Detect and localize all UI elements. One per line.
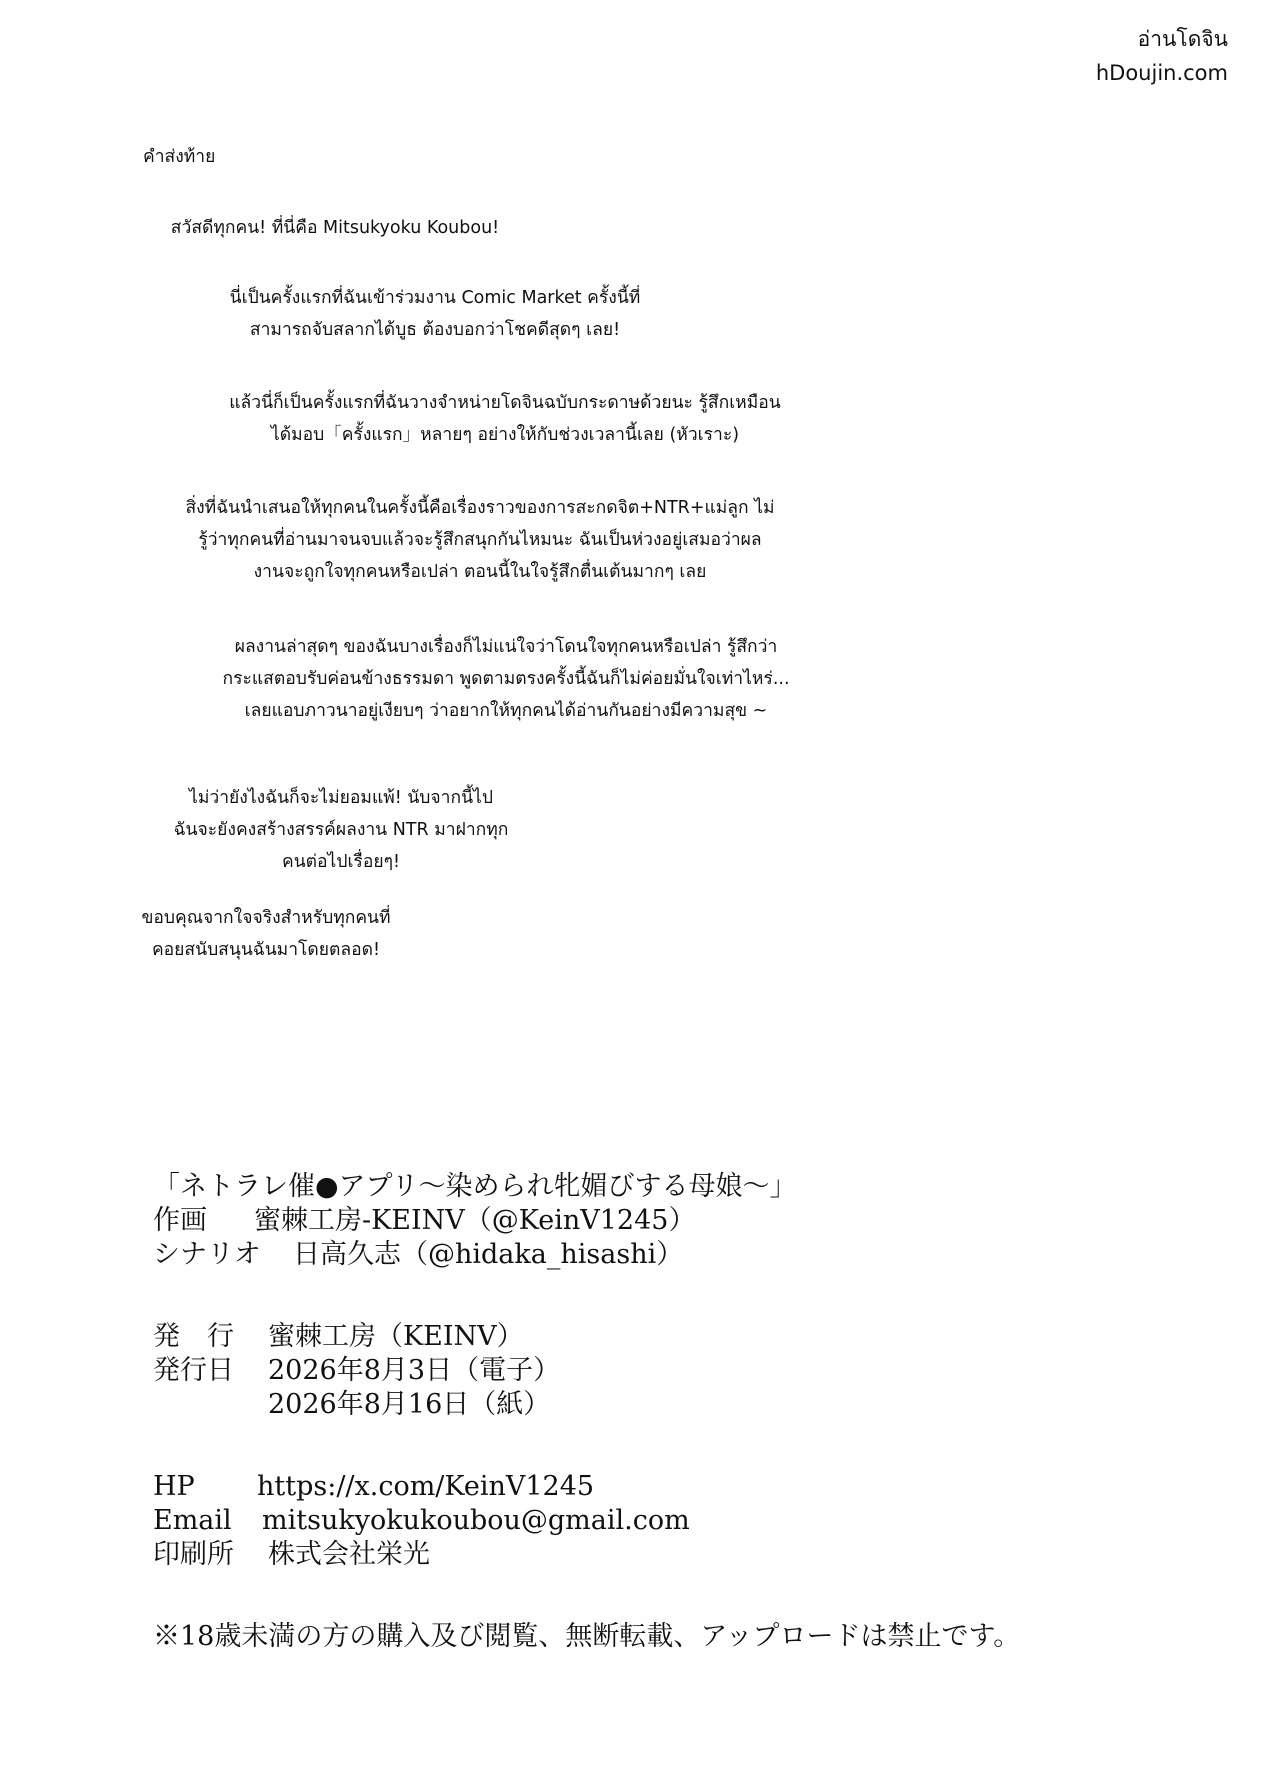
hp-value: https://x.com/KeinV1245 bbox=[257, 1471, 595, 1502]
afterword-line: ฉันจะยังคงสร้างสรรค์ผลงาน NTR มาฝากทุก bbox=[173, 820, 509, 840]
afterword-line: คอยสนับสนุนฉันมาโดยตลอด! bbox=[151, 940, 381, 960]
afterword-line: นี่เป็นครั้งแรกที่ฉันเข้าร่วมงาน Comic Market ครั้งนี้ที่ bbox=[229, 288, 641, 308]
afterword-line: สวัสดีทุกคน! ที่นี่คือ Mitsukyoku Koubou! bbox=[170, 218, 500, 238]
age-notice: ※18歳未満の方の購入及び閲覧、無断転載、アップロードは禁止です。 bbox=[153, 1621, 1021, 1652]
book-title: 「ネトラレ催●アプリ〜染められ牝媚びする母娘〜」 bbox=[153, 1171, 797, 1202]
afterword-line: สิ่งที่ฉันนำเสนอให้ทุกคนในครั้งนี้คือเรื่องราวของการสะกดจิต+NTR+แม่ลูก ไม่ bbox=[185, 498, 775, 518]
date-value-print: 2026年8月16日（紙） bbox=[268, 1389, 551, 1420]
afterword-line: คนต่อไปเรื่อยๆ! bbox=[281, 852, 401, 872]
afterword-line: ได้มอบ「ครั้งแรก」หลายๆ อย่างให้กับช่วงเวลานี้เลย (หัวเราะ) bbox=[270, 425, 740, 445]
printer-value: 株式会社栄光 bbox=[268, 1539, 430, 1570]
afterword-line: แล้วนี่ก็เป็นครั้งแรกที่ฉันวางจำหน่ายโดจินฉบับกระดาษด้วยนะ รู้สึกเหมือน bbox=[229, 393, 781, 413]
artist-value: 蜜棘工房-KEINV（@KeinV1245） bbox=[254, 1205, 696, 1236]
email-value: mitsukyokukoubou@gmail.com bbox=[262, 1505, 690, 1536]
afterword-line: ขอบคุณจากใจจริงสำหรับทุกคนที่ bbox=[141, 908, 391, 928]
afterword-line: สามารถจับสลากได้บูธ ต้องบอกว่าโชคดีสุดๆ เลย! bbox=[249, 320, 621, 340]
date-label: 発行日 bbox=[153, 1355, 234, 1386]
printer-label: 印刷所 bbox=[153, 1539, 234, 1570]
date-value-digital: 2026年8月3日（電子） bbox=[268, 1355, 561, 1386]
afterword-line: งานจะถูกใจทุกคนหรือเปล่า ตอนนี้ในใจรู้สึกตื่นเต้นมากๆ เลย bbox=[253, 562, 707, 582]
afterword-line: ไม่ว่ายังไงฉันก็จะไม่ยอมแพ้! นับจากนี้ไป bbox=[189, 788, 493, 808]
afterword-line: ผลงานล่าสุดๆ ของฉันบางเรื่องก็ไม่แน่ใจว่าโดนใจทุกคนหรือเปล่า รู้สึกว่า bbox=[234, 637, 778, 657]
afterword-heading: คำส่งท้าย bbox=[143, 147, 216, 167]
watermark-thai: อ่านโดจิน bbox=[1137, 27, 1228, 51]
afterword-line: เลยแอบภาวนาอยู่เงียบๆ ว่าอยากให้ทุกคนได้อ่านกันอย่างมีความสุข ~ bbox=[244, 701, 768, 721]
site-watermark bbox=[1096, 22, 1228, 90]
email-label: Email bbox=[153, 1505, 232, 1536]
publisher-value: 蜜棘工房（KEINV） bbox=[268, 1321, 524, 1352]
scenario-label: シナリオ bbox=[153, 1239, 261, 1270]
scenario-value: 日高久志（@hidaka_hisashi） bbox=[293, 1239, 684, 1270]
artist-label: 作画 bbox=[153, 1205, 207, 1236]
publisher-label: 発 行 bbox=[153, 1321, 234, 1352]
afterword-line: กระแสตอบรับค่อนข้างธรรมดา พูดตามตรงครั้งนี้ฉันก็ไม่ค่อยมั่นใจเท่าไหร่... bbox=[222, 669, 790, 689]
watermark-domain: hDoujin.com bbox=[1095, 61, 1228, 85]
afterword-line: รู้ว่าทุกคนที่อ่านมาจนจบแล้วจะรู้สึกสนุกกันไหมนะ ฉันเป็นห่วงอยู่เสมอว่าผล bbox=[198, 530, 762, 550]
hp-label: HP bbox=[153, 1471, 195, 1502]
